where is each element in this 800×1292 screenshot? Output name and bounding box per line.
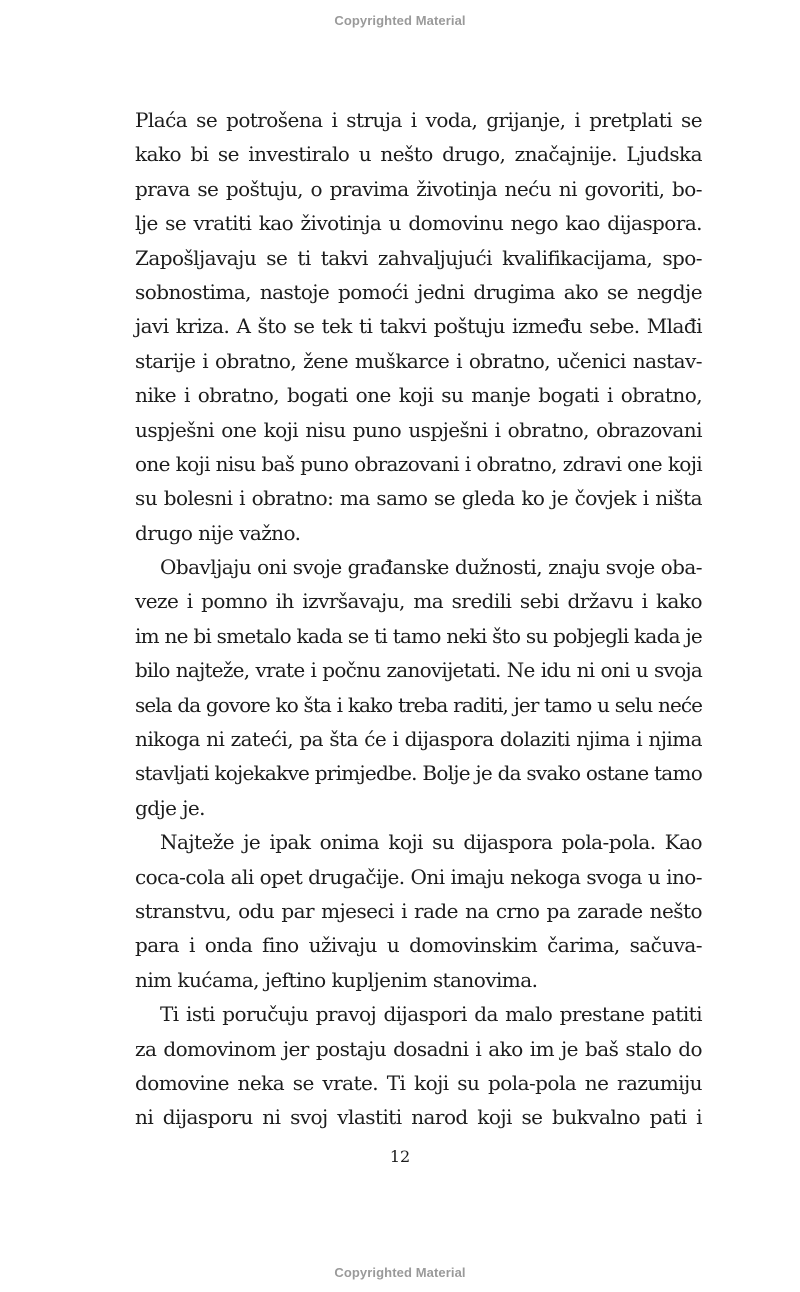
text-line: stranstvu, odu par mjeseci i rade na crno pa zarade nešto — [135, 898, 702, 923]
watermark-bottom: Copyrighted Material — [334, 1265, 466, 1280]
text-line: su bolesni i obratno: ma samo se gleda ko je čovjek i ništa — [135, 486, 702, 511]
text-line: gdje je. — [135, 795, 205, 820]
text-line: one koji nisu baš puno obrazovani i obratno, zdravi one koji — [135, 451, 702, 476]
text-line: Najteže je ipak onima koji su dijaspora pola-pola. Kao — [160, 830, 702, 855]
text-line: Zapošljavaju se ti takvi zahvaljujući kvalifikacijama, spo- — [135, 245, 702, 270]
paragraph — [135, 825, 702, 997]
text-line: nikoga ni zateći, pa šta će i dijaspora dolaziti njima i njima — [135, 727, 702, 752]
text-line: javi kriza. A što se tek ti takvi poštuju između sebe. Mlađi — [135, 314, 702, 339]
text-line: uspješni one koji nisu puno uspješni i obratno, obrazovani — [135, 417, 702, 442]
text-line: kako bi se investiralo u nešto drugo, značajnije. Ljudska — [135, 142, 702, 167]
text-line: coca-cola ali opet drugačije. Oni imaju nekoga svoga u ino- — [135, 864, 702, 889]
paragraph — [135, 103, 702, 550]
page-number: 12 — [389, 1147, 411, 1166]
text-line: ni dijasporu ni svoj vlastiti narod koji se bukvalno pati i — [135, 1105, 702, 1130]
text-line: Plaća se potrošena i struja i voda, grijanje, i pretplati se — [135, 108, 702, 132]
watermark-top: Copyrighted Material — [334, 13, 466, 28]
text-line: za domovinom jer postaju dosadni i ako im je baš stalo do — [135, 1036, 702, 1061]
text-line: domovine neka se vrate. Ti koji su pola-pola ne razumiju — [135, 1070, 702, 1095]
body-text — [135, 103, 702, 1135]
text-line: im ne bi smetalo kada se ti tamo neki što su pobjegli kada je — [135, 623, 702, 648]
text-line: para i onda fino uživaju u domovinskim čarima, sačuva- — [135, 933, 702, 958]
text-line: drugo nije važno. — [135, 520, 301, 545]
paragraph — [135, 997, 702, 1135]
text-line: veze i pomno ih izvršavaju, ma sredili sebi državu i kako — [135, 589, 702, 614]
paragraph — [135, 550, 702, 825]
text-line: nim kućama, jeftino kupljenim stanovima. — [135, 967, 538, 992]
text-line: sobnostima, nastoje pomoći jedni drugima ako se negdje — [135, 279, 702, 304]
text-line: bilo najteže, vrate i počnu zanovijetati. Ne idu ni oni u svoja — [135, 658, 702, 683]
text-line: Obavljaju oni svoje građanske dužnosti, znaju svoje oba- — [160, 555, 702, 580]
text-line: nike i obratno, bogati one koji su manje bogati i obratno, — [135, 383, 702, 408]
text-line: lje se vratiti kao životinja u domovinu nego kao dijaspora. — [135, 211, 702, 236]
text-line: starije i obratno, žene muškarce i obratno, učenici nastav- — [135, 348, 702, 373]
text-line: sela da govore ko šta i kako treba raditi, jer tamo u selu neće — [135, 692, 702, 717]
text-line: prava se poštuju, o pravima životinja neću ni govoriti, bo- — [135, 176, 702, 201]
text-line: Ti isti poručuju pravoj dijaspori da malo prestane patiti — [160, 1002, 702, 1027]
text-line: stavljati kojekakve primjedbe. Bolje je da svako ostane tamo — [135, 761, 702, 786]
